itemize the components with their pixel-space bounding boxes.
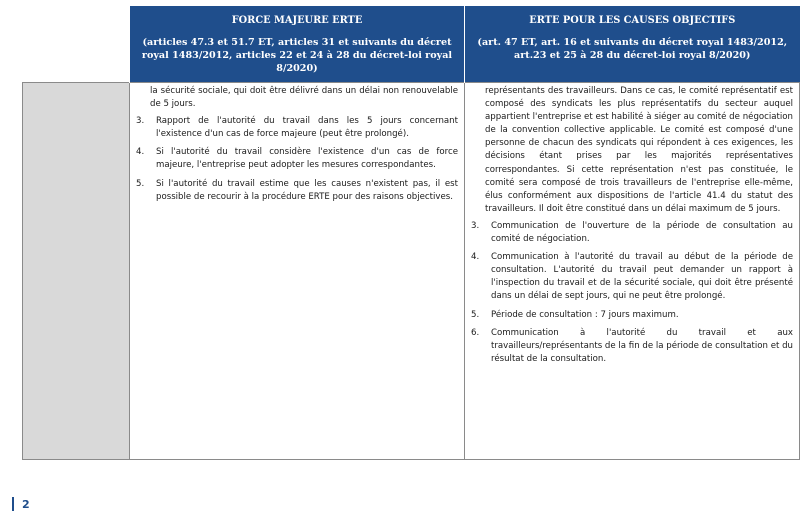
force-majeure-cell [130, 83, 465, 460]
list-item [471, 251, 793, 303]
list-item-number: 3. [471, 220, 480, 231]
list-item [471, 309, 793, 322]
list-item-text: Communication à l'autorité du travail et aux travailleurs/représentants de la fin de la période de consultation et du résultat de la consultation. [491, 327, 793, 364]
header-causes-objectifs-title: ERTE POUR LES CAUSES OBJECTIFS [529, 15, 736, 26]
list-item [136, 178, 458, 204]
page-footer [12, 496, 30, 512]
list-item [471, 220, 793, 246]
list-item [136, 146, 458, 172]
header-force-majeure [130, 6, 465, 83]
list-item-number: 4. [471, 252, 480, 263]
page-number-bar [12, 497, 14, 511]
list-item-number: 4. [136, 147, 145, 158]
list-item-text: Si l'autorité du travail estime que les causes n'existent pas, il est possible de recourir à la procédure ERTE pour des raisons objectives. [156, 178, 458, 202]
page-number: 2 [22, 497, 30, 511]
list-item-number: 6. [471, 327, 480, 338]
list-item-text: Communication de l'ouverture de la période de consultation au comité de négociation. [491, 220, 793, 245]
list-item-text: Communication à l'autorité du travail au début de la période de consultation. L'autorité du travail peut demander un rapport à l'inspection du travail et de la sécurité sociale, qui doit être présenté dans un délai de sept jours, qui ne peut être prolongé. [491, 252, 793, 302]
header-force-majeure-subtitle: (articles 47.3 et 51.7 ET, articles 31 et suivants du décret royal 1483/2012, articles 22 et 24 à 28 du décret-loi royal 8/2020) [141, 37, 453, 74]
side-label-cell [23, 83, 130, 460]
force-majeure-continuation: la sécurité sociale, qui doit être délivré dans un délai non renouvelable de 5 jours. [150, 86, 458, 110]
header-causes-objectifs-subtitle: (art. 47 ET, art. 16 et suivants du décret royal 1483/2012, art.23 et 25 à 28 du décret-loi royal 8/2020) [477, 37, 788, 61]
table-body-row [23, 83, 800, 460]
causes-objectifs-cell [465, 83, 800, 460]
list-item-number: 5. [136, 178, 145, 189]
list-item-text: Rapport de l'autorité du travail dans les 5 jours concernant l'existence d'un cas de force majeure (peut être prolongé). [156, 116, 458, 140]
list-item [471, 327, 793, 366]
header-causes-objectifs [465, 6, 800, 83]
list-item-text: Si l'autorité du travail considère l'existence d'un cas de force majeure, l'entreprise peut adopter les mesures correspondantes. [156, 147, 458, 171]
table-header-row [23, 6, 800, 83]
list-item-text: Période de consultation : 7 jours maximum. [491, 309, 679, 320]
list-item-number: 3. [136, 116, 145, 127]
list-item [136, 115, 458, 141]
empty-header-cell [23, 6, 130, 83]
list-item-number: 5. [471, 309, 480, 320]
comparison-table [22, 6, 800, 460]
causes-objectifs-continuation: représentants des travailleurs. Dans ce cas, le comité représentatif est composé des syndicats les plus représentatifs du secteur auquel appartient l'entreprise et est habilité à siéger au comité de négociation de la convention collective applicable. Le comité est composé d'une personne de chacun des syndicats qui répondent à ces exigences, les décisions étant prises par les majorités représentatives correspondantes. Si cette représentation n'est pas constituée, le comité sera composé de trois travailleurs de l'entreprise elle-même, élus conformément aux dispositions de l'article 41.4 du statut des travailleurs. Il doit être constitué dans un délai maximum de 5 jours. [485, 86, 793, 214]
header-force-majeure-title: FORCE MAJEURE ERTE [231, 15, 363, 26]
